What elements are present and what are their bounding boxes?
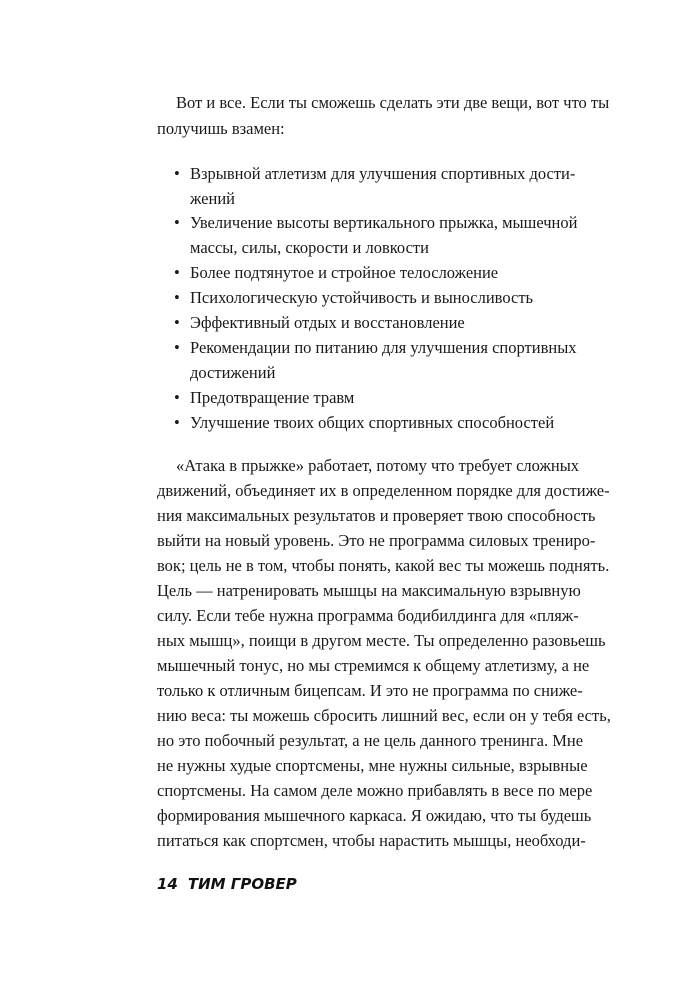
body-line: [0, 453, 682, 479]
bullet-icon: •: [174, 288, 180, 307]
list-item: [0, 310, 682, 336]
list-item-text: Увеличение высоты вертикального прыжка, мышечной: [190, 213, 578, 232]
intro-line: [0, 90, 682, 116]
body-line: [0, 628, 682, 654]
list-item: [0, 285, 682, 311]
bullet-icon: •: [174, 213, 180, 232]
intro-text: Вот и все. Если ты сможешь сделать эти две вещи, вот что ты: [176, 93, 610, 112]
body-line: [0, 753, 682, 779]
body-text: питаться как спортсмен, чтобы нарастить мышцы, необходи-: [157, 831, 586, 850]
list-item: [0, 410, 682, 436]
bullet-icon: •: [174, 164, 180, 183]
body-text: только к отличным бицепсам. И это не программа по сниже-: [157, 681, 583, 700]
body-text: формирования мышечного каркаса. Я ожидаю, что ты будешь: [157, 806, 592, 825]
bullet-icon: •: [174, 413, 180, 432]
list-item-text: достижений: [190, 363, 276, 382]
page-number: 14: [157, 875, 178, 893]
body-line: [0, 803, 682, 829]
list-item: [0, 260, 682, 286]
running-author: ТИМ ГРОВЕР: [187, 875, 297, 893]
body-line: [0, 553, 682, 579]
list-item: [0, 385, 682, 411]
body-line: [0, 828, 682, 854]
body-text: выйти на новый уровень. Это не программа силовых трениро-: [157, 531, 596, 550]
list-item-text: Более подтянутое и стройное телосложение: [190, 263, 499, 282]
list-item-text: Предотвращение травм: [190, 388, 355, 407]
body-line: [0, 778, 682, 804]
list-item-text: массы, силы, скорости и ловкости: [190, 238, 429, 257]
list-item-continuation: [0, 186, 682, 212]
list-item-text: Взрывной атлетизм для улучшения спортивных дости-: [190, 164, 576, 183]
body-text: движений, объединяет их в определенном порядке для достиже-: [157, 481, 610, 500]
bullet-icon: •: [174, 338, 180, 357]
body-text: нию веса: ты можешь сбросить лишний вес, если он у тебя есть,: [157, 706, 611, 725]
body-line: [0, 728, 682, 754]
body-text: спортсмены. На самом деле можно прибавлять в весе по мере: [157, 781, 593, 800]
body-line: [0, 603, 682, 629]
body-text: не нужны худые спортсмены, мне нужны сильные, взрывные: [157, 756, 588, 775]
body-text: ния максимальных результатов и проверяет твою способность: [157, 506, 596, 525]
list-item: [0, 335, 682, 361]
list-item-text: Психологическую устойчивость и выносливость: [190, 288, 534, 307]
body-text: вок; цель не в том, чтобы понять, какой вес ты можешь поднять.: [157, 556, 610, 575]
bullet-icon: •: [174, 388, 180, 407]
list-item: [0, 161, 682, 187]
list-item-text: жений: [190, 189, 235, 208]
list-item-text: Рекомендации по питанию для улучшения спортивных: [190, 338, 577, 357]
intro-line: [0, 116, 682, 142]
list-item-text: Улучшение твоих общих спортивных способностей: [190, 413, 555, 432]
list-item: [0, 210, 682, 236]
body-text: ных мышц», поищи в другом месте. Ты определенно разовьешь: [157, 631, 606, 650]
list-item-continuation: [0, 235, 682, 261]
body-line: [0, 528, 682, 554]
bullet-icon: •: [174, 263, 180, 282]
body-line: [0, 503, 682, 529]
body-text: мышечный тонус, но мы стремимся к общему атлетизму, а не: [157, 656, 590, 675]
body-text: но это побочный результат, а не цель данного тренинга. Мне: [157, 731, 584, 750]
list-item-text: Эффективный отдых и восстановление: [190, 313, 465, 332]
bullet-icon: •: [174, 313, 180, 332]
body-line: [0, 478, 682, 504]
body-text: силу. Если тебе нужна программа бодибилдинга для «пляж-: [157, 606, 579, 625]
body-line: [0, 703, 682, 729]
body-line: [0, 578, 682, 604]
body-text: Цель — натренировать мышцы на максимальную взрывную: [157, 581, 581, 600]
body-text: «Атака в прыжке» работает, потому что требует сложных: [176, 456, 580, 475]
body-line: [0, 653, 682, 679]
body-line: [0, 678, 682, 704]
page-footer: [157, 872, 297, 896]
intro-text: получишь взамен:: [157, 119, 285, 138]
list-item-continuation: [0, 360, 682, 386]
